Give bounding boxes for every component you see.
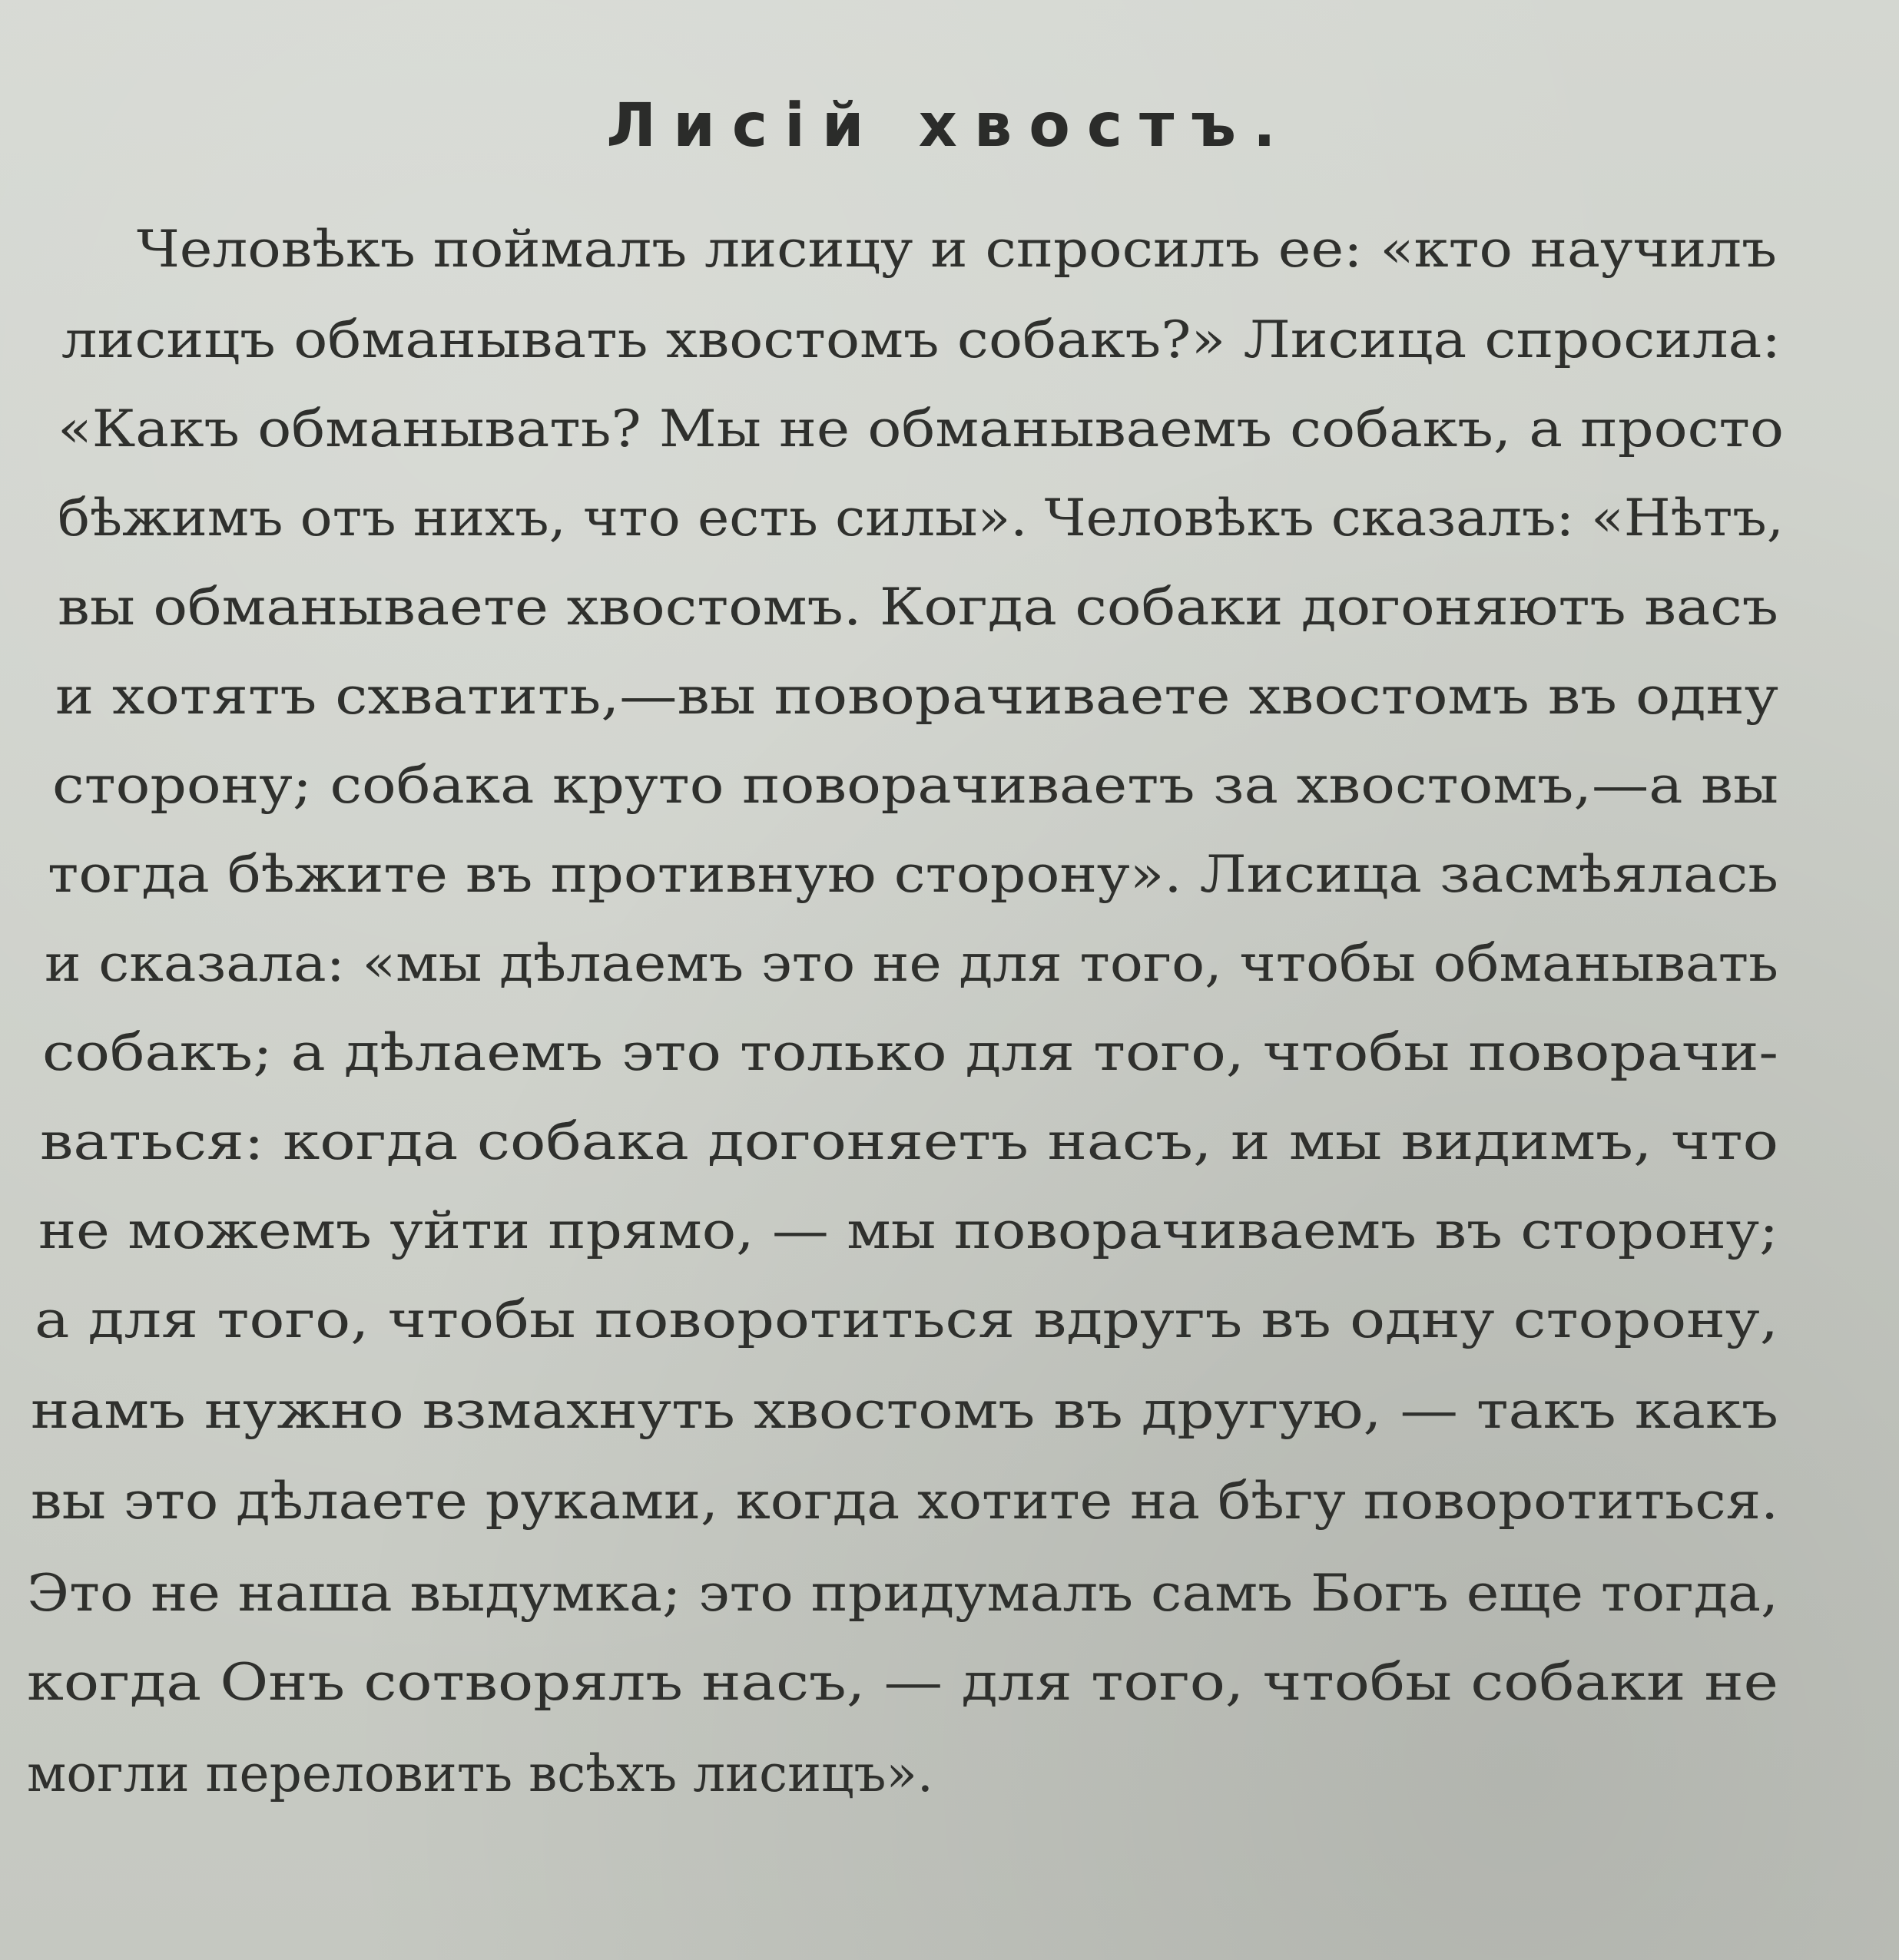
story-title: Лисій хвостъ. bbox=[606, 91, 1293, 161]
text-line-10: собакъ; а дѣлаемъ это только для того, чтобы поворачи- bbox=[42, 1023, 1778, 1082]
text-line-2: лисицъ обманывать хвостомъ собакъ?» Лисица спросила: bbox=[61, 310, 1781, 369]
text-line-6: и хотятъ схватить,—вы поворачиваете хвостомъ въ одну bbox=[55, 667, 1778, 726]
text-line-5: вы обманываете хвостомъ. Когда собаки догоняютъ васъ bbox=[58, 578, 1778, 637]
text-line-14: намъ нужно взмахнуть хвостомъ въ другую, — такъ какъ bbox=[31, 1381, 1778, 1440]
text-line-12: не можемъ уйти прямо, — мы поворачиваемъ въ сторону; bbox=[38, 1201, 1778, 1260]
text-line-4: бѣжимъ отъ нихъ, что есть силы». Человѣкъ сказалъ: «Нѣтъ, bbox=[58, 488, 1784, 548]
text-line-18: могли переловить всѣхъ лисицъ». bbox=[27, 1744, 933, 1803]
text-line-16: Это не наша выдумка; это придумалъ самъ Богъ еще тогда, bbox=[27, 1564, 1778, 1623]
text-line-1: Человѣкъ поймалъ лисицу и спросилъ ее: «кто научилъ bbox=[137, 220, 1777, 279]
text-line-13: а для того, чтобы поворотиться вдругъ въ одну сторону, bbox=[35, 1290, 1778, 1349]
text-line-11: ваться: когда собака догоняетъ насъ, и мы видимъ, что bbox=[40, 1112, 1778, 1171]
text-line-15: вы это дѣлаете руками, когда хотите на бѣгу поворотиться. bbox=[31, 1472, 1778, 1531]
text-line-17: когда Онъ сотворялъ насъ, — для того, чтобы собаки не bbox=[27, 1653, 1778, 1712]
text-line-8: тогда бѣжите въ противную сторону». Лисица засмѣялась bbox=[48, 845, 1778, 904]
text-line-9: и сказала: «мы дѣлаемъ это не для того, чтобы обманывать bbox=[45, 934, 1778, 993]
text-line-3: «Какъ обманывать? Мы не обманываемъ собакъ, а просто bbox=[58, 399, 1784, 459]
text-line-7: сторону; собака круто поворачиваетъ за хвостомъ,—а вы bbox=[52, 756, 1778, 815]
